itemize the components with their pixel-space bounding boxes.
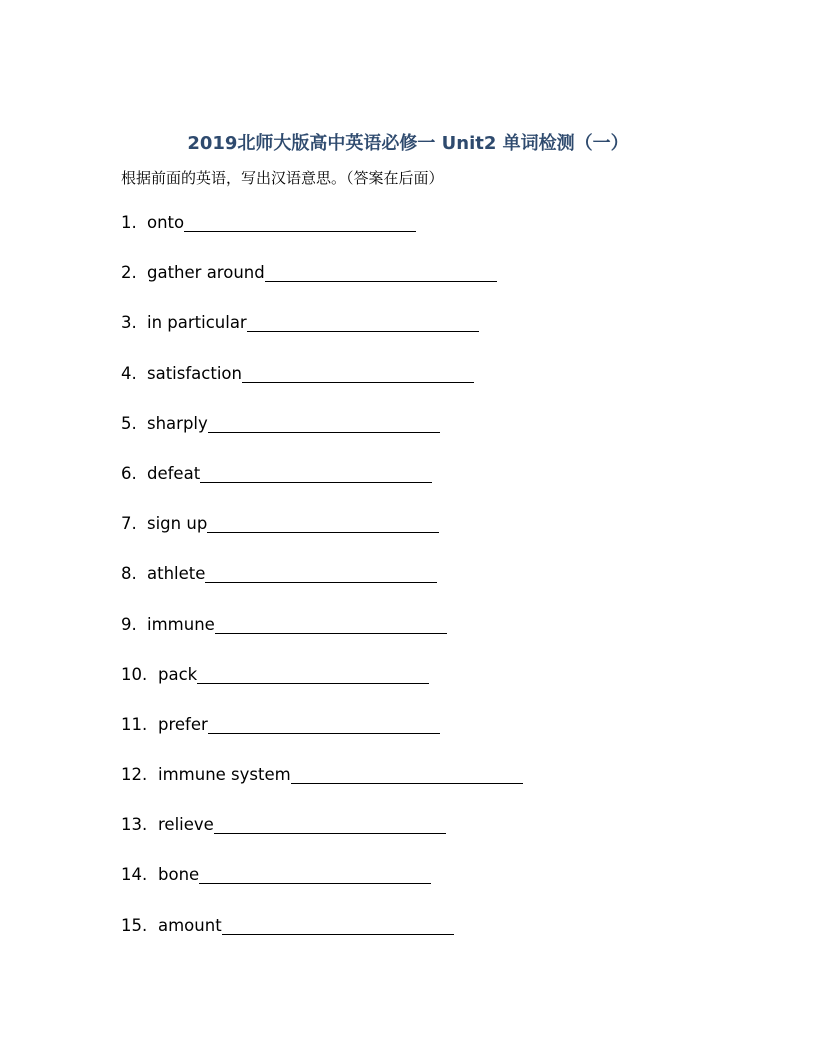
item-word: immune system <box>158 765 291 785</box>
item-number: 10. <box>121 664 148 684</box>
item-word: onto <box>147 213 185 232</box>
item-number: 12. <box>121 765 148 785</box>
list-item <box>121 210 523 260</box>
item-word: defeat <box>147 463 201 483</box>
answer-blank[interactable] <box>207 511 439 533</box>
page-title: 2019北师大版高中英语必修一 Unit2 单词检测（一） <box>187 133 629 154</box>
list-item <box>121 612 523 662</box>
item-number: 13. <box>121 815 148 835</box>
item-word: bone <box>158 865 200 885</box>
answer-blank[interactable] <box>199 862 431 884</box>
list-item <box>121 461 523 511</box>
item-number: 5. <box>121 413 137 433</box>
list-item <box>121 361 523 411</box>
answer-blank[interactable] <box>208 712 440 734</box>
answer-blank[interactable] <box>222 913 454 935</box>
answer-blank[interactable] <box>200 461 432 483</box>
list-item <box>121 411 523 461</box>
vocabulary-list <box>121 210 523 963</box>
item-word: relieve <box>158 815 214 835</box>
answer-blank[interactable] <box>265 260 497 282</box>
item-word: prefer <box>158 714 208 734</box>
answer-blank[interactable] <box>242 361 474 383</box>
item-number: 7. <box>121 514 137 534</box>
item-number: 14. <box>121 865 148 885</box>
item-number: 4. <box>121 363 137 383</box>
answer-blank[interactable] <box>208 411 440 433</box>
item-word: athlete <box>147 564 206 584</box>
list-item <box>121 712 523 762</box>
list-item <box>121 561 523 611</box>
item-number: 15. <box>121 915 148 935</box>
item-word: pack <box>158 664 198 684</box>
list-item <box>121 260 523 310</box>
item-number: 8. <box>121 564 137 584</box>
item-number: 6. <box>121 463 137 483</box>
list-item <box>121 913 523 963</box>
answer-blank[interactable] <box>215 612 447 634</box>
answer-blank[interactable] <box>184 210 416 232</box>
item-word: satisfaction <box>147 363 242 383</box>
item-number: 2. <box>121 263 137 283</box>
item-number: 11. <box>121 714 148 734</box>
answer-blank[interactable] <box>291 762 523 784</box>
item-number: 9. <box>121 614 137 634</box>
answer-blank[interactable] <box>197 662 429 684</box>
item-number: 3. <box>121 313 137 333</box>
item-word: sign up <box>147 514 208 534</box>
list-item <box>121 812 523 862</box>
item-word: amount <box>158 915 222 935</box>
answer-blank[interactable] <box>247 310 479 332</box>
list-item <box>121 310 523 360</box>
list-item <box>121 862 523 912</box>
item-word: sharply <box>147 413 208 433</box>
instruction-text: 根据前面的英语，写出汉语意思。（答案在后面） <box>121 169 444 187</box>
list-item <box>121 762 523 812</box>
list-item <box>121 662 523 712</box>
item-number: 1. <box>121 213 137 232</box>
item-word: gather around <box>147 263 265 283</box>
item-word: in particular <box>147 313 247 333</box>
answer-blank[interactable] <box>214 812 446 834</box>
item-word: immune <box>147 614 215 634</box>
answer-blank[interactable] <box>205 561 437 583</box>
list-item <box>121 511 523 561</box>
